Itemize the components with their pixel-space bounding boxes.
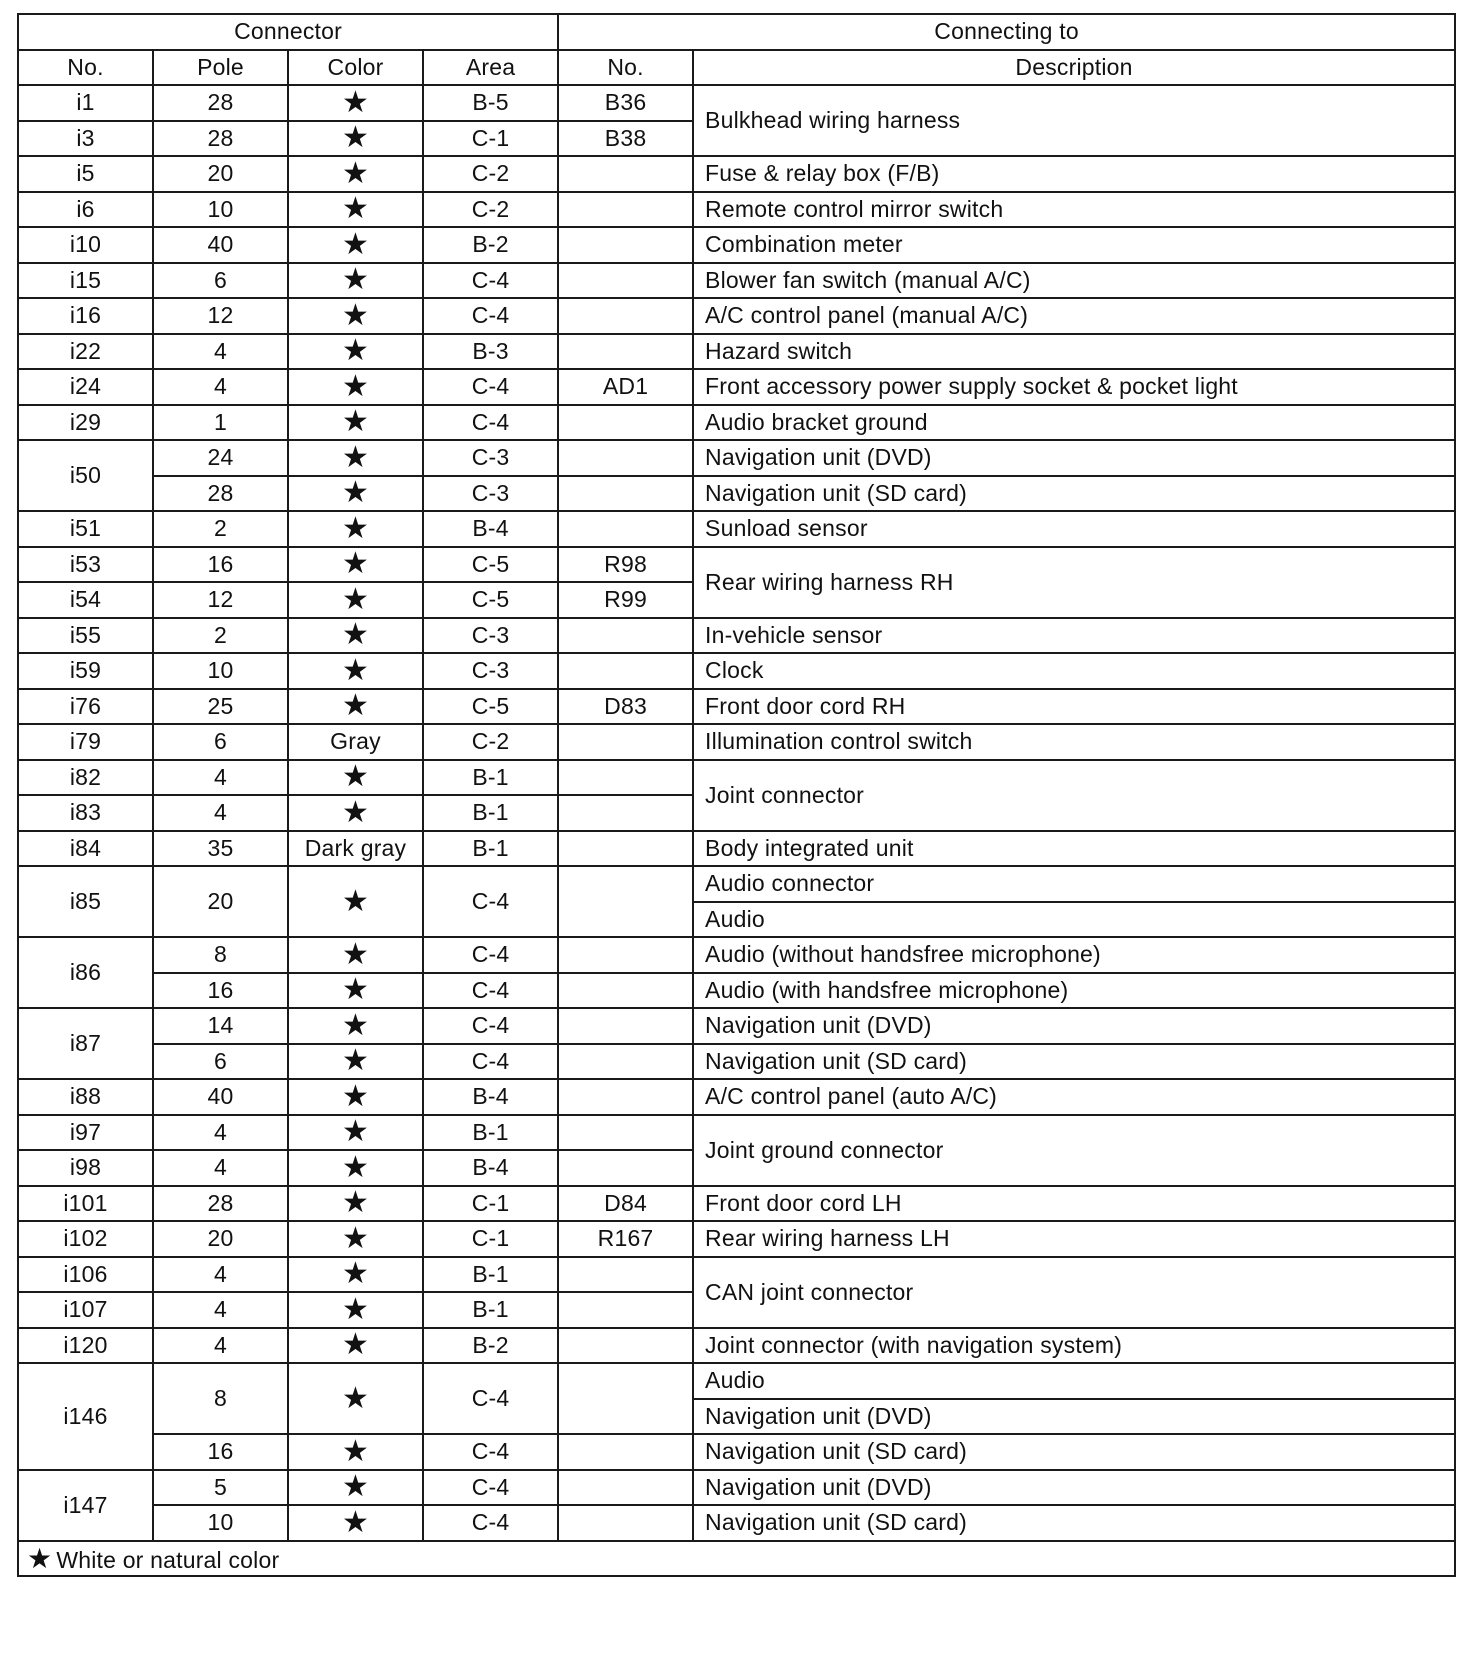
star-icon: ★ — [288, 795, 423, 831]
connector-no-cell: i86 — [18, 937, 153, 1008]
connector-no-cell: i55 — [18, 618, 153, 654]
connector-no-cell: i5 — [18, 156, 153, 192]
pole-cell: 6 — [153, 263, 288, 299]
table-row — [18, 689, 1455, 725]
pole-cell: 20 — [153, 1221, 288, 1257]
connecting-no-cell — [558, 298, 693, 334]
star-icon: ★ — [288, 653, 423, 689]
area-cell: C-4 — [423, 405, 558, 441]
connector-no-cell: i22 — [18, 334, 153, 370]
pole-cell: 24 — [153, 440, 288, 476]
pole-cell: 4 — [153, 1115, 288, 1151]
star-icon: ★ — [288, 689, 423, 725]
connecting-no-cell — [558, 937, 693, 973]
connector-no-cell: i87 — [18, 1008, 153, 1079]
area-cell: B-4 — [423, 1150, 558, 1186]
area-cell: B-1 — [423, 760, 558, 796]
description-cell: Navigation unit (SD card) — [693, 1505, 1455, 1541]
pole-cell: 16 — [153, 973, 288, 1009]
area-cell: B-3 — [423, 334, 558, 370]
footnote-row — [18, 1541, 1455, 1577]
area-cell: C-4 — [423, 1470, 558, 1506]
table-row — [18, 937, 1455, 973]
description-cell: Front door cord RH — [693, 689, 1455, 725]
description-cell: Navigation unit (SD card) — [693, 1434, 1455, 1470]
description-cell: Front accessory power supply socket & pocket light — [693, 369, 1455, 405]
description-cell: CAN joint connector — [693, 1257, 1455, 1328]
area-cell: C-4 — [423, 1044, 558, 1080]
star-icon: ★ — [288, 440, 423, 476]
area-cell: C-4 — [423, 973, 558, 1009]
table-row — [18, 156, 1455, 192]
connector-table — [17, 13, 1456, 1577]
table-row — [18, 85, 1455, 121]
star-icon: ★ — [288, 618, 423, 654]
table-row — [18, 511, 1455, 547]
area-cell: C-4 — [423, 866, 558, 937]
area-cell: C-3 — [423, 618, 558, 654]
pole-cell: 4 — [153, 369, 288, 405]
connector-no-cell: i97 — [18, 1115, 153, 1151]
star-icon: ★ — [288, 1044, 423, 1080]
table-row — [18, 1079, 1455, 1115]
footnote — [18, 1541, 1455, 1577]
area-cell: C-5 — [423, 547, 558, 583]
connecting-no-cell: R99 — [558, 582, 693, 618]
connecting-no-cell — [558, 1363, 693, 1434]
connector-no-cell: i79 — [18, 724, 153, 760]
table-row — [18, 1221, 1455, 1257]
connecting-no-cell — [558, 511, 693, 547]
table-row — [18, 1044, 1455, 1080]
star-icon: ★ — [288, 1434, 423, 1470]
description-cell: Rear wiring harness RH — [693, 547, 1455, 618]
pole-cell: 4 — [153, 1257, 288, 1293]
description-cell: Audio — [693, 1363, 1455, 1399]
connecting-no-cell — [558, 831, 693, 867]
group-header-row — [18, 14, 1455, 50]
no-column-header: No. — [18, 50, 153, 86]
star-legend-icon: ★ — [27, 1542, 53, 1574]
connecting-no-cell — [558, 760, 693, 796]
pole-cell: 8 — [153, 937, 288, 973]
description-cell: Combination meter — [693, 227, 1455, 263]
area-cell: C-4 — [423, 298, 558, 334]
star-icon: ★ — [288, 476, 423, 512]
connector-no-cell: i101 — [18, 1186, 153, 1222]
description-cell: Audio bracket ground — [693, 405, 1455, 441]
pole-cell: 20 — [153, 156, 288, 192]
pole-cell: 5 — [153, 1470, 288, 1506]
star-icon: ★ — [288, 85, 423, 121]
area-cell: B-1 — [423, 1115, 558, 1151]
star-icon: ★ — [288, 263, 423, 299]
description-cell: Rear wiring harness LH — [693, 1221, 1455, 1257]
description-cell: Joint connector (with navigation system) — [693, 1328, 1455, 1364]
table-row — [18, 724, 1455, 760]
description-cell: Joint connector — [693, 760, 1455, 831]
connector-no-cell: i84 — [18, 831, 153, 867]
connecting-no-cell — [558, 1505, 693, 1541]
connector-no-cell: i107 — [18, 1292, 153, 1328]
description-cell: Navigation unit (SD card) — [693, 476, 1455, 512]
description-cell: Front door cord LH — [693, 1186, 1455, 1222]
connector-no-cell: i102 — [18, 1221, 153, 1257]
connector-no-cell: i85 — [18, 866, 153, 937]
star-icon: ★ — [288, 405, 423, 441]
connector-no-cell: i83 — [18, 795, 153, 831]
star-icon: ★ — [288, 1221, 423, 1257]
area-cell: C-2 — [423, 192, 558, 228]
star-icon: ★ — [288, 1008, 423, 1044]
pole-cell: 1 — [153, 405, 288, 441]
star-icon: ★ — [288, 511, 423, 547]
connector-no-cell: i50 — [18, 440, 153, 511]
color-column-header: Color — [288, 50, 423, 86]
pole-cell: 25 — [153, 689, 288, 725]
table-row — [18, 192, 1455, 228]
pole-cell: 4 — [153, 1328, 288, 1364]
area-cell: C-2 — [423, 724, 558, 760]
table-row — [18, 1363, 1455, 1399]
pole-cell: 6 — [153, 1044, 288, 1080]
star-icon: ★ — [288, 1186, 423, 1222]
area-cell: B-1 — [423, 831, 558, 867]
connector-no-cell: i59 — [18, 653, 153, 689]
table-row — [18, 440, 1455, 476]
area-cell: C-4 — [423, 937, 558, 973]
description-cell: Navigation unit (DVD) — [693, 440, 1455, 476]
description-cell: In-vehicle sensor — [693, 618, 1455, 654]
pole-cell: 6 — [153, 724, 288, 760]
pole-cell: 4 — [153, 1292, 288, 1328]
pole-cell: 28 — [153, 476, 288, 512]
area-cell: B-1 — [423, 795, 558, 831]
connector-no-cell: i6 — [18, 192, 153, 228]
connecting-no-cell — [558, 227, 693, 263]
star-icon: ★ — [288, 1292, 423, 1328]
area-cell: C-4 — [423, 369, 558, 405]
connector-no-cell: i1 — [18, 85, 153, 121]
description-cell: Joint ground connector — [693, 1115, 1455, 1186]
description-cell: Sunload sensor — [693, 511, 1455, 547]
color-cell: Gray — [288, 724, 423, 760]
description-cell: A/C control panel (auto A/C) — [693, 1079, 1455, 1115]
table-row — [18, 1434, 1455, 1470]
pole-cell: 28 — [153, 1186, 288, 1222]
connecting-no-cell: R98 — [558, 547, 693, 583]
connector-no-cell: i15 — [18, 263, 153, 299]
description-cell: Audio (without handsfree microphone) — [693, 937, 1455, 973]
connector-no-cell: i98 — [18, 1150, 153, 1186]
star-icon: ★ — [288, 1328, 423, 1364]
connecting-no-column-header: No. — [558, 50, 693, 86]
connecting-no-cell: D84 — [558, 1186, 693, 1222]
pole-cell: 2 — [153, 618, 288, 654]
pole-cell: 40 — [153, 227, 288, 263]
connecting-no-cell — [558, 1292, 693, 1328]
description-column-header: Description — [693, 50, 1455, 86]
connecting-no-cell — [558, 156, 693, 192]
area-cell: C-4 — [423, 1505, 558, 1541]
connecting-no-cell — [558, 1328, 693, 1364]
connecting-no-cell: B36 — [558, 85, 693, 121]
area-cell: C-4 — [423, 1008, 558, 1044]
area-cell: C-4 — [423, 1363, 558, 1434]
table-row — [18, 476, 1455, 512]
area-column-header: Area — [423, 50, 558, 86]
area-cell: C-2 — [423, 156, 558, 192]
star-icon: ★ — [288, 1257, 423, 1293]
pole-cell: 16 — [153, 547, 288, 583]
star-icon: ★ — [288, 1470, 423, 1506]
table-row — [18, 1008, 1455, 1044]
star-icon: ★ — [288, 369, 423, 405]
pole-cell: 12 — [153, 582, 288, 618]
star-icon: ★ — [288, 1505, 423, 1541]
area-cell: C-3 — [423, 440, 558, 476]
connector-no-cell: i76 — [18, 689, 153, 725]
pole-cell: 10 — [153, 653, 288, 689]
connecting-no-cell — [558, 1470, 693, 1506]
table-row — [18, 1115, 1455, 1151]
connecting-no-cell — [558, 1257, 693, 1293]
description-cell: Hazard switch — [693, 334, 1455, 370]
table-row — [18, 973, 1455, 1009]
table-row — [18, 227, 1455, 263]
table-row — [18, 369, 1455, 405]
area-cell: C-3 — [423, 476, 558, 512]
connecting-no-cell — [558, 1008, 693, 1044]
pole-cell: 12 — [153, 298, 288, 334]
connecting-no-cell — [558, 724, 693, 760]
star-icon: ★ — [288, 1115, 423, 1151]
table-row — [18, 405, 1455, 441]
description-cell: Audio — [693, 902, 1455, 938]
connector-no-cell: i147 — [18, 1470, 153, 1541]
description-cell: Navigation unit (DVD) — [693, 1399, 1455, 1435]
connecting-no-cell — [558, 405, 693, 441]
star-icon: ★ — [288, 156, 423, 192]
pole-cell: 40 — [153, 1079, 288, 1115]
description-cell: Navigation unit (DVD) — [693, 1470, 1455, 1506]
area-cell: C-3 — [423, 653, 558, 689]
connector-no-cell: i146 — [18, 1363, 153, 1470]
table-row — [18, 547, 1455, 583]
color-cell: Dark gray — [288, 831, 423, 867]
area-cell: C-5 — [423, 582, 558, 618]
table-row — [18, 618, 1455, 654]
connecting-no-cell: AD1 — [558, 369, 693, 405]
area-cell: B-4 — [423, 1079, 558, 1115]
connecting-no-cell — [558, 973, 693, 1009]
table-row — [18, 831, 1455, 867]
table-row — [18, 334, 1455, 370]
connector-no-cell: i53 — [18, 547, 153, 583]
table-row — [18, 1505, 1455, 1541]
connector-no-cell: i51 — [18, 511, 153, 547]
pole-cell: 28 — [153, 85, 288, 121]
connector-no-cell: i24 — [18, 369, 153, 405]
star-icon: ★ — [288, 547, 423, 583]
pole-cell: 8 — [153, 1363, 288, 1434]
connector-group-header: Connector — [18, 14, 558, 50]
connecting-no-cell — [558, 1150, 693, 1186]
connecting-to-group-header: Connecting to — [558, 14, 1455, 50]
connecting-no-cell — [558, 1079, 693, 1115]
description-cell: Bulkhead wiring harness — [693, 85, 1455, 156]
star-icon: ★ — [288, 1363, 423, 1434]
area-cell: C-5 — [423, 689, 558, 725]
connecting-no-cell — [558, 263, 693, 299]
table-row — [18, 1470, 1455, 1506]
connecting-no-cell — [558, 618, 693, 654]
connector-no-cell: i3 — [18, 121, 153, 157]
area-cell: C-4 — [423, 263, 558, 299]
pole-cell: 2 — [153, 511, 288, 547]
star-icon: ★ — [288, 1079, 423, 1115]
connecting-no-cell — [558, 192, 693, 228]
area-cell: C-1 — [423, 1186, 558, 1222]
pole-cell: 10 — [153, 1505, 288, 1541]
pole-cell: 4 — [153, 795, 288, 831]
star-icon: ★ — [288, 866, 423, 937]
connecting-no-cell — [558, 1434, 693, 1470]
pole-cell: 28 — [153, 121, 288, 157]
connector-no-cell: i10 — [18, 227, 153, 263]
star-icon: ★ — [288, 937, 423, 973]
pole-cell: 4 — [153, 334, 288, 370]
column-header-row — [18, 50, 1455, 86]
pole-cell: 20 — [153, 866, 288, 937]
pole-column-header: Pole — [153, 50, 288, 86]
star-icon: ★ — [288, 298, 423, 334]
table-row — [18, 1186, 1455, 1222]
connector-no-cell: i16 — [18, 298, 153, 334]
description-cell: Navigation unit (SD card) — [693, 1044, 1455, 1080]
description-cell: Navigation unit (DVD) — [693, 1008, 1455, 1044]
connector-no-cell: i54 — [18, 582, 153, 618]
connecting-no-cell — [558, 795, 693, 831]
description-cell: Illumination control switch — [693, 724, 1455, 760]
connecting-no-cell — [558, 653, 693, 689]
pole-cell: 4 — [153, 760, 288, 796]
pole-cell: 10 — [153, 192, 288, 228]
table-row — [18, 263, 1455, 299]
description-cell: Fuse & relay box (F/B) — [693, 156, 1455, 192]
pole-cell: 4 — [153, 1150, 288, 1186]
connecting-no-cell: R167 — [558, 1221, 693, 1257]
connector-no-cell: i120 — [18, 1328, 153, 1364]
description-cell: Remote control mirror switch — [693, 192, 1455, 228]
star-icon: ★ — [288, 121, 423, 157]
connector-no-cell: i29 — [18, 405, 153, 441]
footnote-text: White or natural color — [56, 1546, 280, 1573]
connector-no-cell: i106 — [18, 1257, 153, 1293]
area-cell: B-4 — [423, 511, 558, 547]
connecting-no-cell: D83 — [558, 689, 693, 725]
area-cell: C-4 — [423, 1434, 558, 1470]
description-cell: A/C control panel (manual A/C) — [693, 298, 1455, 334]
connector-rows — [18, 85, 1455, 1541]
star-icon: ★ — [288, 973, 423, 1009]
area-cell: C-1 — [423, 121, 558, 157]
pole-cell: 16 — [153, 1434, 288, 1470]
connecting-no-cell — [558, 440, 693, 476]
table-row — [18, 298, 1455, 334]
description-cell: Audio connector — [693, 866, 1455, 902]
area-cell: B-1 — [423, 1257, 558, 1293]
description-cell: Clock — [693, 653, 1455, 689]
star-icon: ★ — [288, 334, 423, 370]
area-cell: C-1 — [423, 1221, 558, 1257]
pole-cell: 14 — [153, 1008, 288, 1044]
description-cell: Blower fan switch (manual A/C) — [693, 263, 1455, 299]
connecting-no-cell — [558, 476, 693, 512]
table-row — [18, 653, 1455, 689]
star-icon: ★ — [288, 760, 423, 796]
connector-no-cell: i88 — [18, 1079, 153, 1115]
description-cell: Body integrated unit — [693, 831, 1455, 867]
area-cell: B-1 — [423, 1292, 558, 1328]
connecting-no-cell: B38 — [558, 121, 693, 157]
area-cell: B-2 — [423, 227, 558, 263]
table-row — [18, 1328, 1455, 1364]
connecting-no-cell — [558, 334, 693, 370]
area-cell: B-5 — [423, 85, 558, 121]
star-icon: ★ — [288, 582, 423, 618]
table-row — [18, 1257, 1455, 1293]
star-icon: ★ — [288, 1150, 423, 1186]
table-row — [18, 760, 1455, 796]
connecting-no-cell — [558, 1115, 693, 1151]
connector-list-sheet — [17, 13, 1456, 1577]
connector-no-cell: i82 — [18, 760, 153, 796]
star-icon: ★ — [288, 192, 423, 228]
pole-cell: 35 — [153, 831, 288, 867]
area-cell: B-2 — [423, 1328, 558, 1364]
description-cell: Audio (with handsfree microphone) — [693, 973, 1455, 1009]
table-row — [18, 866, 1455, 902]
star-icon: ★ — [288, 227, 423, 263]
connecting-no-cell — [558, 1044, 693, 1080]
connecting-no-cell — [558, 866, 693, 937]
